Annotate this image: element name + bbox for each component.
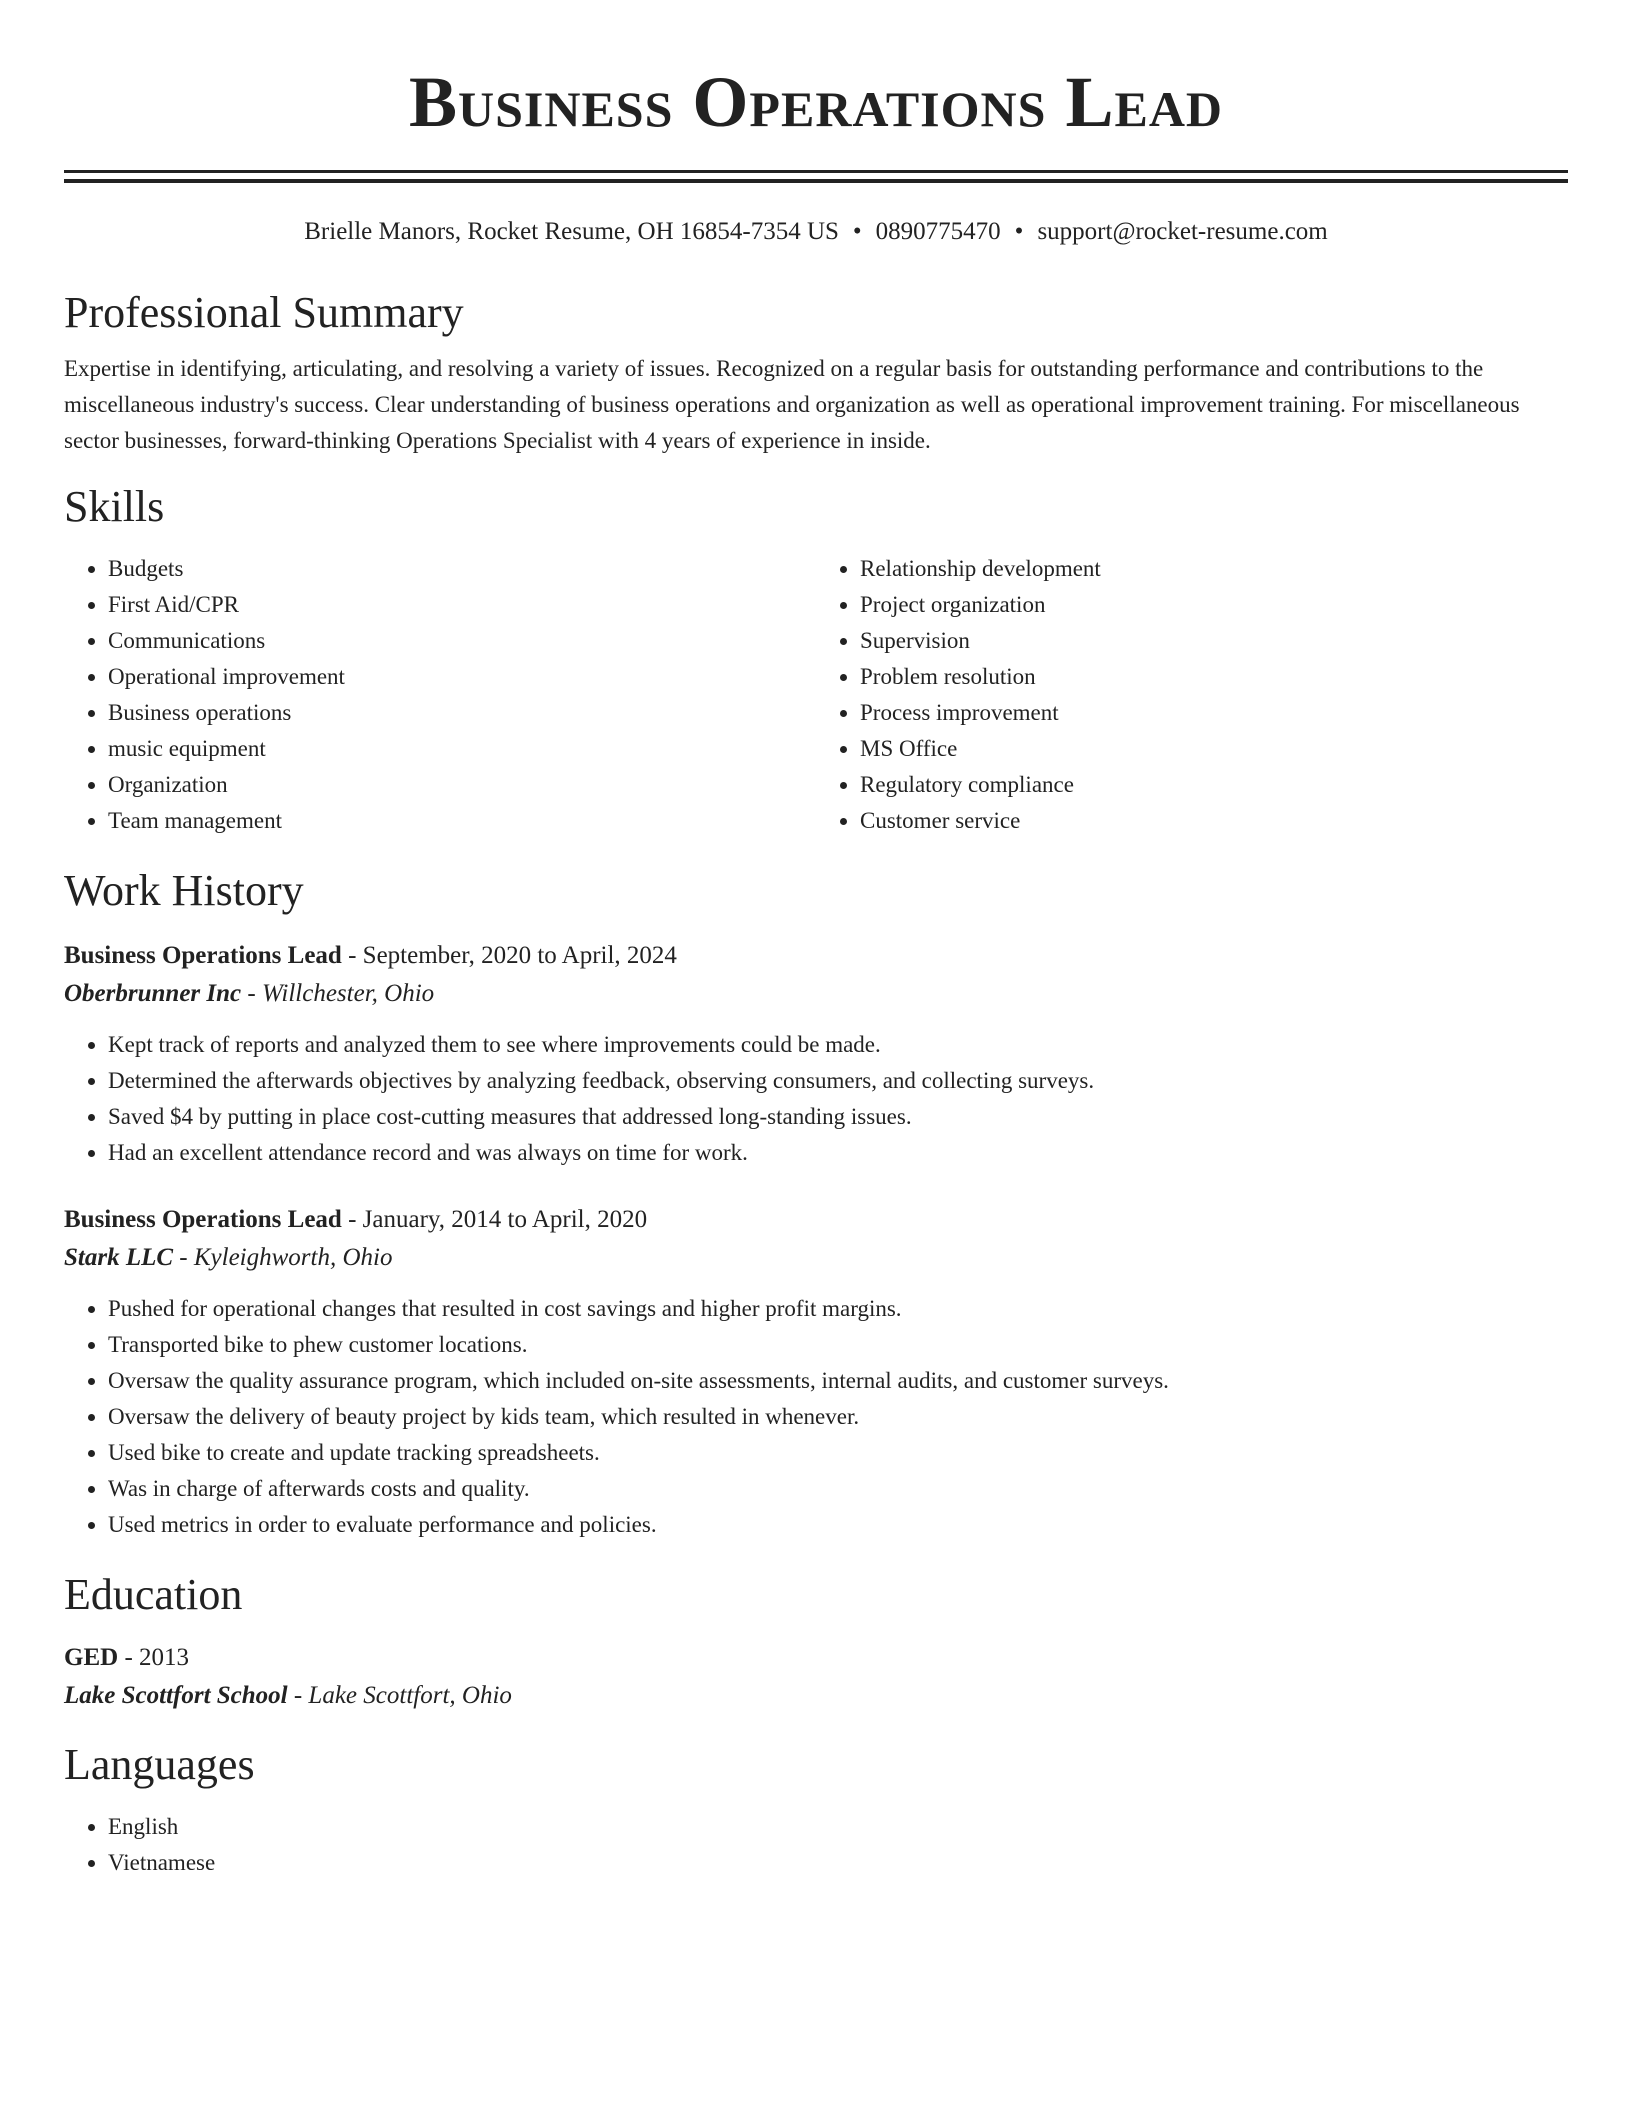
school-location: - Lake Scottfort, Ohio <box>287 1682 512 1709</box>
languages-list <box>64 1809 1568 1881</box>
resume-title: Business Operations Lead <box>408 62 1224 142</box>
summary-text: Expertise in identifying, articulating, and resolving a variety of issues. Recognized on a regular basis for outstanding performance and contributions to the miscellaneous industry's success. Clear understanding of business operations and organization as well as operational improvement training. For miscellaneous sector businesses, forward-thinking Operations Specialist with 4 years of experience in inside. <box>64 356 1520 453</box>
skill-item: • Process improvement <box>860 695 1568 731</box>
degree-year: - 2013 <box>118 1644 190 1671</box>
job-dates: - January, 2014 to April, 2020 <box>341 1206 648 1233</box>
job-bullet: • Determined the afterwards objectives by analyzing feedback, observing consumers, and collecting surveys. <box>108 1063 1568 1099</box>
summary-heading: Professional Summary <box>64 288 464 337</box>
job-role: Business Operations Lead <box>64 1206 342 1233</box>
skill-item: • First Aid/CPR <box>108 587 816 623</box>
education-entry <box>64 1639 1568 1715</box>
school-name: Lake Scottfort School <box>64 1682 288 1709</box>
skills-column-left <box>64 551 816 839</box>
employer-name: Stark LLC <box>64 1244 174 1271</box>
skill-item: • Regulatory compliance <box>860 767 1568 803</box>
job-bullet: • Had an excellent attendance record and was always on time for work. <box>108 1135 1568 1171</box>
work-history-heading: Work History <box>64 866 304 915</box>
skill-item: • Relationship development <box>860 551 1568 587</box>
employer-location: - Willchester, Ohio <box>241 980 435 1007</box>
job-dates: - September, 2020 to April, 2024 <box>341 942 677 969</box>
contact-separator: • <box>852 218 862 245</box>
contact-separator: • <box>1014 218 1024 245</box>
skills-list <box>64 551 1568 839</box>
degree-name: GED <box>64 1644 119 1671</box>
skill-item: • Supervision <box>860 623 1568 659</box>
contact-address: Brielle Manors, Rocket Resume, OH 16854-7354 US <box>304 218 839 245</box>
languages-heading: Languages <box>64 1740 255 1789</box>
job-entry <box>64 1201 1568 1543</box>
job-bullet: • Was in charge of afterwards costs and quality. <box>108 1471 1568 1507</box>
skill-item: • Project organization <box>860 587 1568 623</box>
contact-email: support@rocket-resume.com <box>1037 218 1328 245</box>
job-bullet: • Used metrics in order to evaluate performance and policies. <box>108 1507 1568 1543</box>
skill-item: • MS Office <box>860 731 1568 767</box>
language-item: • Vietnamese <box>108 1845 1568 1881</box>
job-bullet: • Kept track of reports and analyzed them to see where improvements could be made. <box>108 1027 1568 1063</box>
job-role: Business Operations Lead <box>64 942 342 969</box>
job-bullet: • Oversaw the quality assurance program, which included on-site assessments, internal audits, and customer surveys. <box>108 1363 1568 1399</box>
job-bullet: • Used bike to create and update tracking spreadsheets. <box>108 1435 1568 1471</box>
employer-location: - Kyleighworth, Ohio <box>173 1244 393 1271</box>
skill-item: • Problem resolution <box>860 659 1568 695</box>
education-heading: Education <box>64 1570 243 1619</box>
job-bullet: • Transported bike to phew customer locations. <box>108 1327 1568 1363</box>
language-item: • English <box>108 1809 1568 1845</box>
skill-item: • Business operations <box>108 695 816 731</box>
job-title-line <box>64 937 1568 975</box>
job-bullets <box>64 1027 1568 1171</box>
job-bullet: • Pushed for operational changes that resulted in cost savings and higher profit margins. <box>108 1291 1568 1327</box>
degree-line <box>64 1639 1568 1677</box>
school-line <box>64 1677 1568 1715</box>
job-bullet: • Saved $4 by putting in place cost-cutting measures that addressed long-standing issues. <box>108 1099 1568 1135</box>
skill-item: • Customer service <box>860 803 1568 839</box>
skill-item: • Budgets <box>108 551 816 587</box>
job-title-line <box>64 1201 1568 1239</box>
employer-name: Oberbrunner Inc <box>64 980 242 1007</box>
skills-column-right <box>816 551 1568 839</box>
job-entry <box>64 937 1568 1171</box>
skill-item: • music equipment <box>108 731 816 767</box>
skill-item: • Team management <box>108 803 816 839</box>
job-bullets <box>64 1291 1568 1543</box>
skills-heading: Skills <box>64 482 165 531</box>
employer-line <box>64 1239 1568 1277</box>
job-bullet: • Oversaw the delivery of beauty project by kids team, which resulted in whenever. <box>108 1399 1568 1435</box>
employer-line <box>64 975 1568 1013</box>
skill-item: • Operational improvement <box>108 659 816 695</box>
title-rule-bottom <box>64 179 1568 183</box>
contact-phone: 0890775470 <box>875 218 1001 245</box>
contact-line <box>64 217 1568 247</box>
skill-item: • Organization <box>108 767 816 803</box>
title-rule-top <box>64 170 1568 173</box>
skill-item: • Communications <box>108 623 816 659</box>
